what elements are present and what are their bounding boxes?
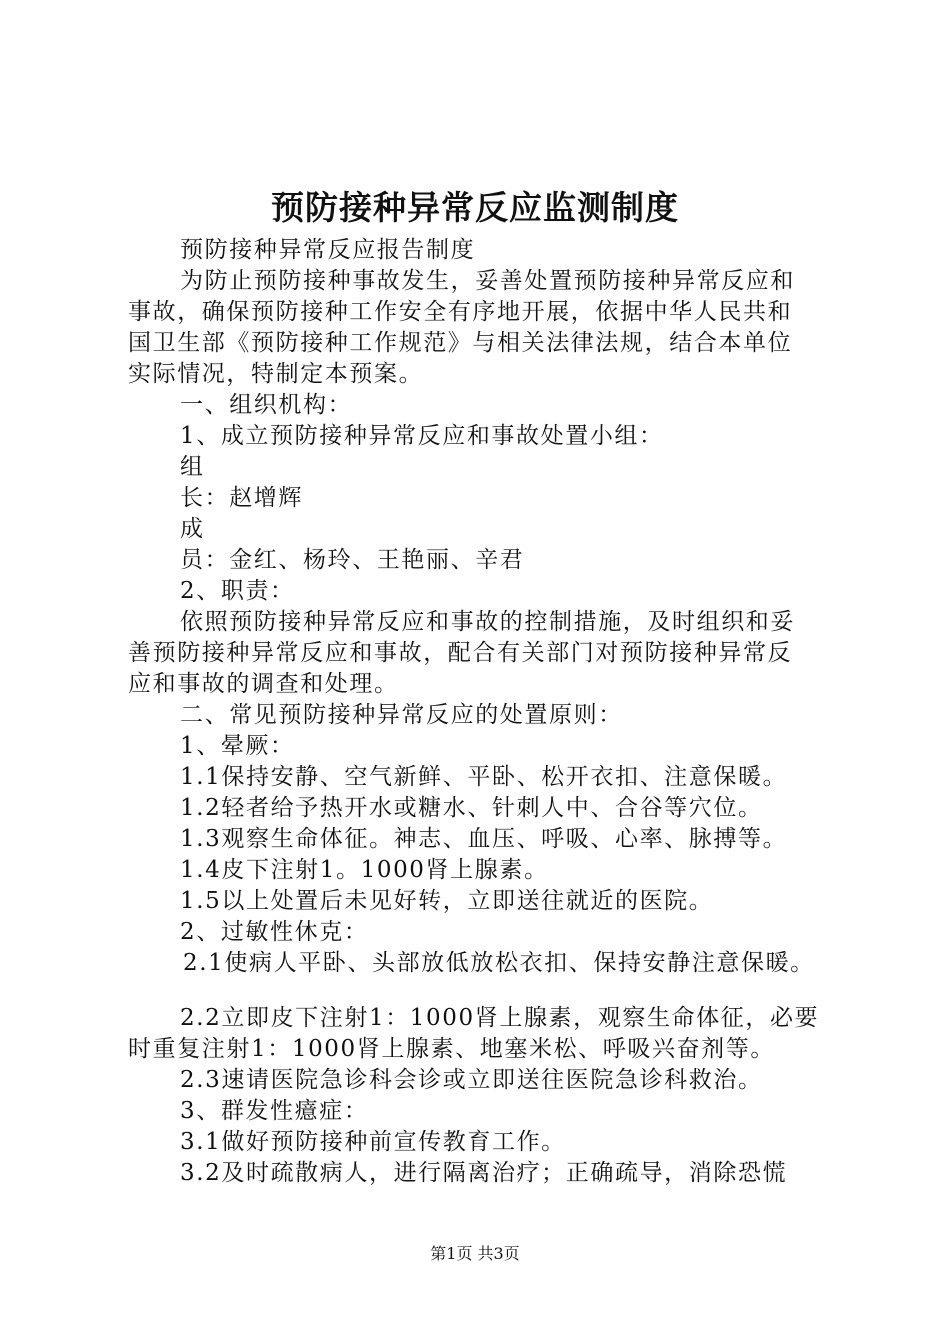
paragraph-line: 善预防接种异常反应和事故，配合有关部门对预防接种异常反: [128, 640, 793, 666]
paragraph-line: 组: [180, 454, 205, 480]
section-heading: 一、组织机构：: [180, 392, 353, 418]
paragraph-line: 3.1做好预防接种前宣传教育工作。: [180, 1129, 566, 1155]
paragraph-line: 1.5以上处置后未见好转，立即送往就近的医院。: [180, 888, 714, 914]
paragraph-line: 2.2立即皮下注射1：1000肾上腺素，观察生命体征，必要: [180, 1005, 820, 1031]
paragraph-line: 1.2轻者给予热开水或糖水、针刺人中、合谷等穴位。: [180, 795, 763, 821]
paragraph-line: 事故，确保预防接种工作安全有序地开展，依据中华人民共和: [128, 299, 793, 325]
paragraph-line: 2、职责：: [180, 578, 295, 604]
paragraph-line: 2.3速请医院急诊科会诊或立即送往医院急诊科救治。: [180, 1067, 763, 1093]
paragraph-line: 1、成立预防接种异常反应和事故处置小组：: [180, 423, 664, 449]
paragraph-line: 应和事故的调查和处理。: [128, 671, 399, 697]
paragraph-line: 国卫生部《预防接种工作规范》与相关法律法规，结合本单位: [128, 330, 793, 356]
paragraph-line: 员：金红、杨玲、王艳丽、辛君: [180, 547, 525, 573]
paragraph-line: 3.2及时疏散病人，进行隔离治疗；正确疏导，消除恐慌: [180, 1160, 788, 1186]
subtitle-line: 预防接种异常反应报告制度: [180, 237, 476, 263]
section-heading: 二、常见预防接种异常反应的处置原则：: [180, 702, 623, 728]
page-footer: 第1页 共3页: [430, 1244, 520, 1263]
paragraph-line: 3、群发性癔症：: [180, 1098, 369, 1124]
paragraph-line: 时重复注射1：1000肾上腺素、地塞米松、呼吸兴奋剂等。: [128, 1036, 775, 1062]
paragraph-line: 2.1使病人平卧、头部放低放松衣扣、保持安静注意保暖。: [183, 950, 815, 976]
document-title: 预防接种异常反应监测制度: [271, 188, 679, 227]
paragraph-line: 为防止预防接种事故发生，妥善处置预防接种异常反应和: [180, 268, 795, 294]
paragraph-line: 1、晕厥：: [180, 733, 295, 759]
paragraph-line: 实际情况，特制定本预案。: [128, 361, 424, 387]
paragraph-line: 1.1保持安静、空气新鲜、平卧、松开衣扣、注意保暖。: [180, 764, 788, 790]
paragraph-line: 1.3观察生命体征。神志、血压、呼吸、心率、脉搏等。: [180, 826, 788, 852]
paragraph-line: 成: [180, 516, 205, 542]
paragraph-line: 1.4皮下注射1。1000肾上腺素。: [180, 857, 549, 883]
paragraph-line: 2、过敏性休克：: [180, 919, 369, 945]
paragraph-line: 依照预防接种异常反应和事故的控制措施，及时组织和妥: [180, 609, 795, 635]
paragraph-line: 长：赵增辉: [180, 485, 303, 511]
